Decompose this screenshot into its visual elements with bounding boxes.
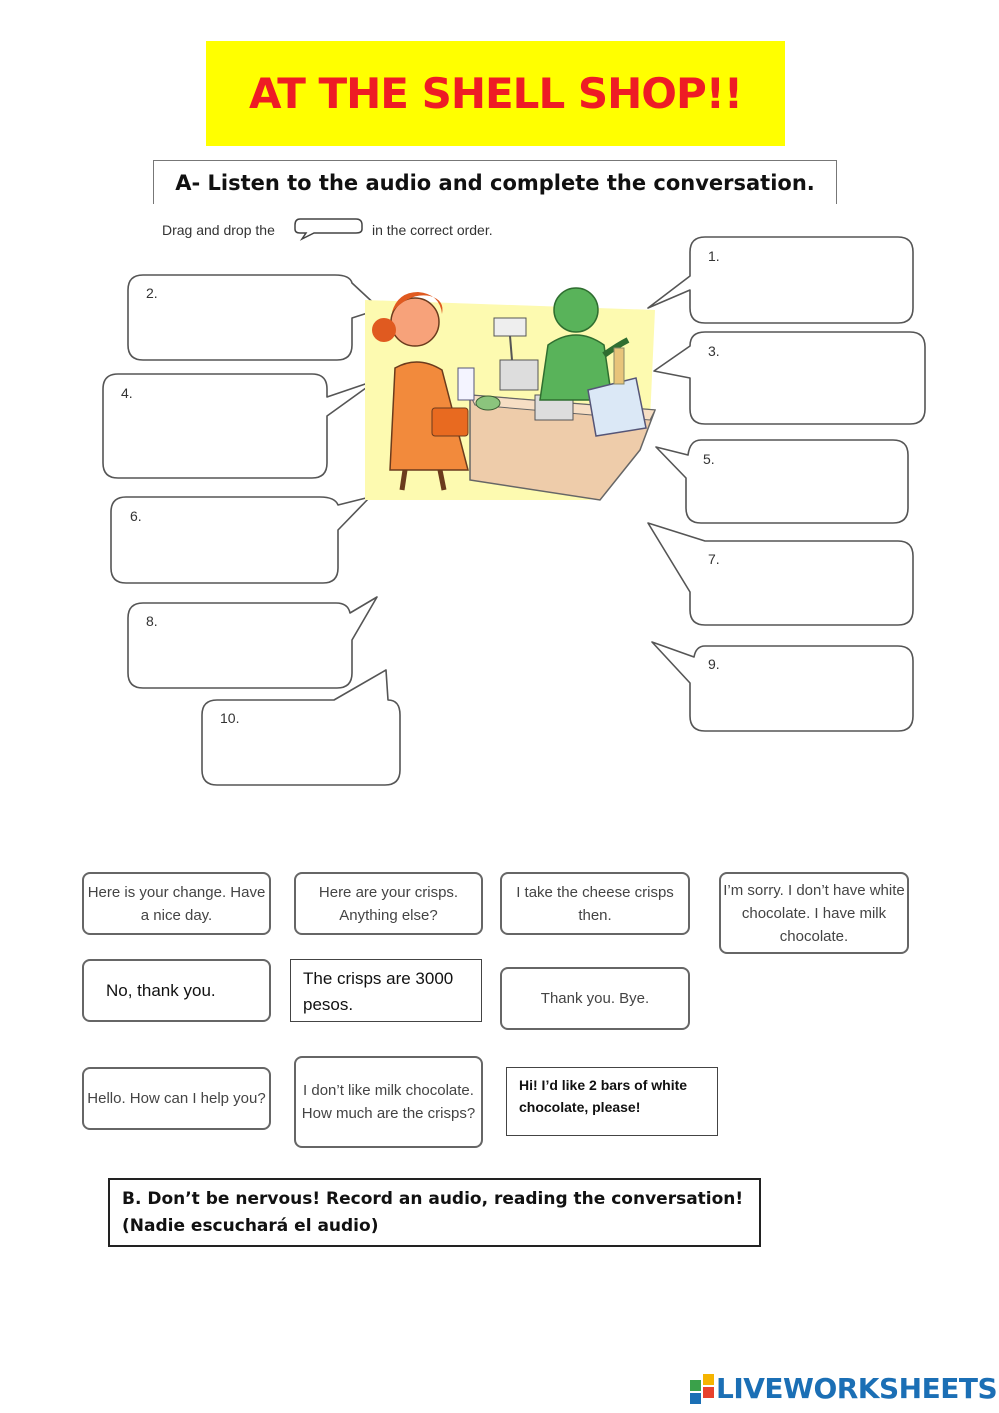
drag-card[interactable]: I take the cheese crisps then.	[500, 872, 690, 935]
shop-illustration	[365, 288, 655, 500]
bubble-6	[111, 497, 370, 583]
drag-card[interactable]: Hello. How can I help you?	[82, 1067, 271, 1130]
bubble-4	[103, 374, 377, 478]
bubble-number-9: 9.	[708, 656, 720, 672]
bubble-5	[656, 440, 908, 523]
logo-text: LIVEWORKSHEETS	[716, 1372, 998, 1405]
drag-hint-before: Drag and drop the	[162, 222, 275, 238]
bubble-1	[648, 237, 913, 323]
bubble-2	[128, 275, 380, 360]
bubble-number-3: 3.	[708, 343, 720, 359]
drag-card[interactable]: Thank you. Bye.	[500, 967, 690, 1030]
drag-card[interactable]: I don’t like milk chocolate. How much are the crisps?	[294, 1056, 483, 1148]
page-title: AT THE SHELL SHOP!!	[248, 69, 743, 118]
drag-card[interactable]: I’m sorry. I don’t have white chocolate. I have milk chocolate.	[719, 872, 909, 954]
bubble-8	[128, 597, 377, 688]
drag-card[interactable]: Hi! I’d like 2 bars of white chocolate, please!	[506, 1067, 718, 1136]
bubble-3	[654, 332, 925, 424]
drag-card[interactable]: Here are your crisps. Anything else?	[294, 872, 483, 935]
bubble-number-2: 2.	[146, 285, 158, 301]
bubble-7	[648, 523, 913, 625]
drag-card[interactable]: No, thank you.	[82, 959, 271, 1022]
section-b-instruction: B. Don’t be nervous! Record an audio, reading the conversation! (Nadie escuchará el audio)	[108, 1178, 761, 1247]
liveworksheets-logo	[690, 1372, 997, 1405]
bubble-number-10: 10.	[220, 710, 240, 726]
bubble-number-1: 1.	[708, 248, 720, 264]
drag-card[interactable]: Here is your change. Have a nice day.	[82, 872, 271, 935]
bubble-number-6: 6.	[130, 508, 142, 524]
bubble-number-4: 4.	[121, 385, 133, 401]
bubble-number-8: 8.	[146, 613, 158, 629]
section-a-text: A- Listen to the audio and complete the conversation.	[175, 170, 815, 195]
bubble-number-5: 5.	[703, 451, 715, 467]
drag-card[interactable]: The crisps are 3000 pesos.	[290, 959, 482, 1022]
bubble-9	[652, 642, 913, 731]
bubble-number-7: 7.	[708, 551, 720, 567]
logo-icon	[690, 1374, 716, 1404]
drag-hint-after: in the correct order.	[372, 222, 493, 238]
